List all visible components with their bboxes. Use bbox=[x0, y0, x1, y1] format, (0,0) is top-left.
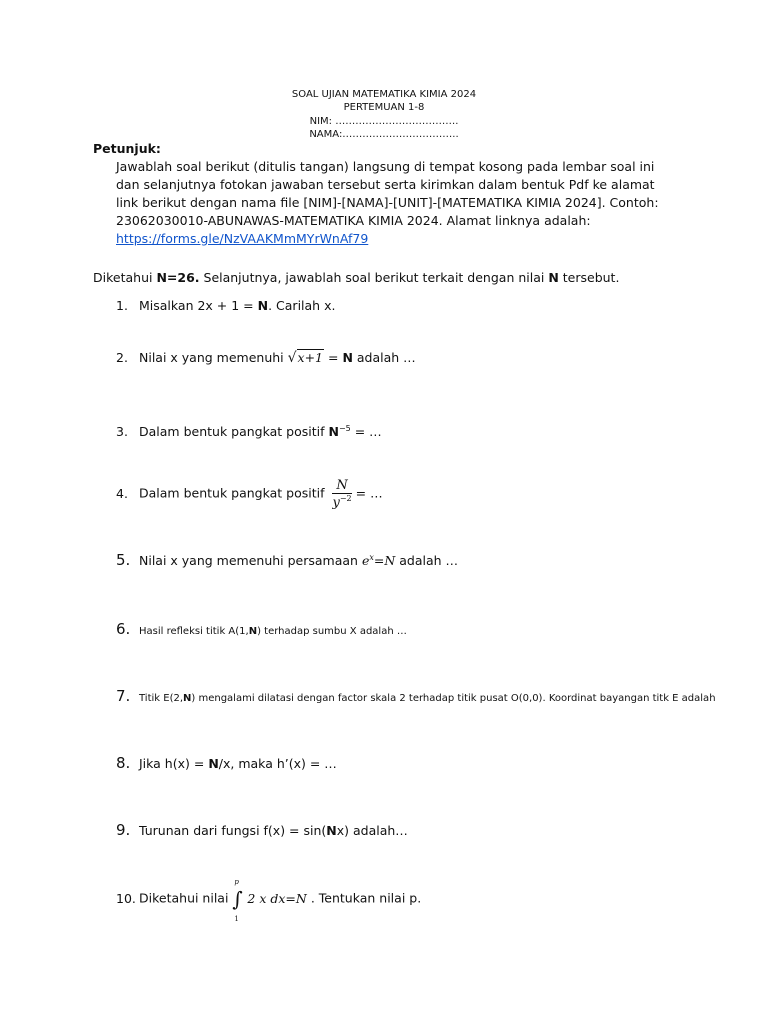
n-symbol: N bbox=[342, 350, 353, 365]
question-text-end: ) mengalami dilatasi dengan factor skala 2 terhadap titik pusat O(0,0). Koordinat bayangan titk E adalah bbox=[191, 693, 716, 704]
math-expression bbox=[362, 553, 395, 568]
intro-mid: Selanjutnya, jawablah soal berikut terkait dengan nilai bbox=[199, 270, 549, 285]
question-text-end: /x, maka h’(x) = … bbox=[218, 756, 337, 771]
nim-field: NIM: ………………………………. bbox=[309, 116, 459, 127]
question-7 bbox=[116, 687, 716, 705]
question-1 bbox=[116, 298, 335, 313]
square-root bbox=[288, 350, 324, 366]
intro-n: N bbox=[548, 270, 559, 285]
question-text: Misalkan 2x + 1 = bbox=[139, 298, 258, 313]
question-4 bbox=[116, 478, 383, 510]
n-symbol: N bbox=[326, 823, 337, 838]
radical-sign-icon: √ bbox=[287, 350, 297, 366]
question-text-end: = … bbox=[350, 424, 382, 440]
radicand: x+1 bbox=[297, 350, 324, 365]
question-number: 7. bbox=[116, 687, 131, 705]
intro-line bbox=[93, 270, 619, 285]
numerator: N bbox=[332, 478, 351, 494]
denominator-base: y bbox=[332, 495, 340, 511]
submission-link[interactable]: https://forms.gle/NzVAAKMmMYrWnAf79 bbox=[116, 231, 369, 246]
intro-post: tersebut. bbox=[558, 270, 620, 285]
n-symbol: N bbox=[208, 756, 219, 771]
integrand: 2 x dx=N bbox=[247, 890, 307, 906]
question-2 bbox=[116, 350, 416, 366]
question-number: 6. bbox=[116, 620, 131, 638]
question-text: Nilai x yang memenuhi persamaan bbox=[139, 553, 362, 568]
question-text-end: . Tentukan nilai p. bbox=[306, 890, 422, 906]
instructions-text: Jawablah soal berikut (ditulis tangan) langsung di tempat kosong pada lembar soal ini dan selanjutnya fotokan jawaban tersebut serta kirimkan dalam bentuk Pdf ke alamat link berikut dengan nama file [NIM]-[NAMA]-[UNIT]-[MATEMATIKA KIMIA 2024]. Contoh: 23062030010-ABUNAWAS-MATEMATIKA KIMIA 2024. Alamat linknya adalah: bbox=[116, 159, 659, 228]
n-symbol: N bbox=[257, 298, 269, 313]
question-text-end: x) adalah… bbox=[336, 823, 408, 838]
question-number: 4. bbox=[116, 485, 128, 501]
exponent: x bbox=[369, 552, 374, 562]
question-text-end: . Carilah x. bbox=[268, 298, 336, 313]
question-text: Titik E(2, bbox=[139, 693, 184, 704]
question-text: Turunan dari fungsi f(x) = sin( bbox=[139, 823, 327, 838]
question-9 bbox=[116, 821, 408, 839]
question-number: 1. bbox=[116, 298, 128, 313]
denominator bbox=[332, 494, 351, 510]
n-symbol: N bbox=[183, 693, 192, 704]
question-number: 10. bbox=[116, 890, 136, 906]
question-text-end: = … bbox=[355, 485, 383, 501]
exam-title: SOAL UJIAN MATEMATIKA KIMIA 2024 bbox=[291, 89, 477, 100]
intro-pre: Diketahui bbox=[93, 270, 157, 285]
question-5 bbox=[116, 551, 458, 569]
denominator-exponent: −2 bbox=[339, 494, 352, 503]
integral bbox=[232, 878, 244, 923]
intro-n-value: N=26. bbox=[156, 270, 200, 285]
question-number: 9. bbox=[116, 821, 131, 839]
meeting-range: PERTEMUAN 1-8 bbox=[343, 102, 425, 113]
fraction bbox=[332, 478, 351, 510]
question-text-end: ) terhadap sumbu X adalah … bbox=[257, 626, 407, 637]
instructions-label: Petunjuk: bbox=[93, 141, 161, 156]
question-text: Dalam bentuk pangkat positif bbox=[139, 485, 329, 501]
question-text: Nilai x yang memenuhi bbox=[139, 350, 288, 365]
question-number: 8. bbox=[116, 754, 131, 772]
n-symbol: N bbox=[328, 424, 339, 440]
question-text: Hasil refleksi titik A(1, bbox=[139, 626, 249, 637]
question-text: Diketahui nilai bbox=[139, 890, 233, 906]
instructions-block bbox=[116, 158, 676, 248]
question-text-end: adalah … bbox=[352, 350, 416, 365]
equals-n: =N bbox=[373, 553, 396, 568]
question-3 bbox=[116, 424, 382, 439]
question-text-end: adalah … bbox=[395, 553, 459, 568]
question-text: Jika h(x) = bbox=[139, 756, 209, 771]
name-field: NAMA:…………………………….. bbox=[309, 129, 459, 140]
question-number: 2. bbox=[116, 350, 128, 365]
upper-limit: p bbox=[234, 878, 239, 886]
n-symbol: N bbox=[248, 626, 258, 637]
question-number: 5. bbox=[116, 551, 131, 569]
lower-limit: 1 bbox=[234, 915, 239, 923]
question-6 bbox=[116, 620, 407, 638]
question-number: 3. bbox=[116, 424, 128, 440]
question-8 bbox=[116, 754, 337, 772]
question-10 bbox=[116, 878, 422, 923]
base-e: e bbox=[361, 553, 370, 568]
question-text: Dalam bentuk pangkat positif bbox=[139, 424, 329, 440]
exponent: −5 bbox=[338, 424, 351, 433]
integral-sign-icon: ∫ bbox=[232, 887, 243, 911]
equals: = bbox=[324, 350, 343, 365]
